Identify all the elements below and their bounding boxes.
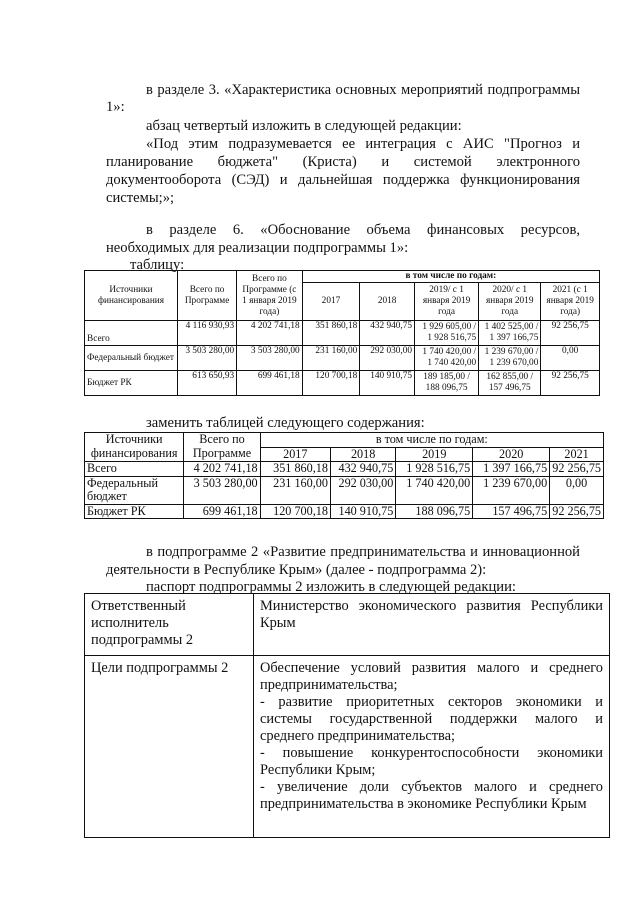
header-source: Источники [85,433,184,448]
cell-value: 188 096,75 [425,383,468,393]
text-line: системы;»; [106,190,175,206]
text-line: в подпрограмме 2 «Развитие предпринимательства и инновационной [146,544,580,560]
cell-value: 1 239 670,00 / [484,347,539,357]
passport-value-goals [254,656,610,838]
cell-2019: 188 096,75 [396,504,473,519]
header-source-2: финансирования [85,447,184,462]
cell-total-jan: 4 202 741,18 [237,321,303,346]
new-funding-table [84,432,604,519]
cell-value: 1 928 516,75 [427,333,477,343]
cell-2018: 432 940,75 [330,462,395,477]
cell-name: Бюджет РК [85,504,184,519]
text-line: документооборота (СЭД) и дальнейшая поддержка функционирования [106,172,580,188]
cell-2017: 351 860,18 [260,462,330,477]
cell-value: 1 740 420,00 [427,358,477,368]
cell-name: Бюджет РК [85,371,178,396]
cell-2017: 351 860,18 [302,321,360,346]
cell-2017: 120 700,18 [302,371,360,396]
header-total-jan: Всего по Программе (с 1 января 2019 года) [237,271,303,321]
cell-2018: 292 030,00 [330,476,395,504]
cell-value: 1 740 420,00 / [422,347,477,357]
cell-2019 [415,346,479,371]
cell-2018: 140 910,75 [330,504,395,519]
header-2021: 2021 [550,447,604,462]
table-row [85,346,600,371]
cell-2019: 1 740 420,00 [396,476,473,504]
header-2017: 2017 [260,447,330,462]
text-line: абзац четвертый изложить в следующей редакции: [146,118,462,134]
cell-value: 189 185,00 / [423,372,470,382]
text-line: «Под этим подразумевается ее интеграция с АИС "Прогноз и [146,136,580,152]
passport-label-goals: Цели подпрограммы 2 [85,656,254,838]
passport-table [84,593,610,838]
cell-2019: 1 928 516,75 [396,462,473,477]
cell-value: 162 855,00 / [486,372,534,382]
cell-2019 [415,371,479,396]
text-line: в разделе 3. «Характеристика основных мероприятий подпрограммы [146,82,580,98]
table-row [85,656,610,838]
text-line: заменить таблицей следующего содержания: [146,415,425,431]
header-2018: 2018 [330,447,395,462]
cell-2020: 1 239 670,00 [473,476,550,504]
header-years: в том числе по годам: [260,433,603,448]
header-total-2: Программе [184,447,260,462]
text-line: деятельности в Республике Крым» (далее - подпрограмма 2): [106,562,487,578]
table-row [85,462,604,477]
header-2018: 2018 [360,283,415,321]
cell-total: 3 503 280,00 [178,346,237,371]
passport-label-executor: Ответственный исполнитель подпрограммы 2 [85,594,254,656]
cell-name: Всего [85,321,178,346]
header-years: в том числе по годам: [302,271,599,283]
cell-total-jan: 3 503 280,00 [237,346,303,371]
goal-item: - развитие приоритетных секторов экономики и системы государственной поддержки малого и среднего предпринимательства; [260,694,603,744]
text-line: в разделе 6. «Обоснование объема финансовых ресурсов, [146,222,580,238]
cell-2021: 92 256,75 [541,371,600,396]
cell-total: 4 116 930,93 [178,321,237,346]
header-2019: 2019 [396,447,473,462]
table-row [85,504,604,519]
paragraph-section3 [106,82,580,99]
cell-name: Федеральный бюджет [85,476,184,504]
table-row [85,371,600,396]
header-2021: 2021 (с 1 января 2019 года) [541,283,600,321]
cell-value: 1 929 605,00 / [422,322,477,332]
cell-2021: 92 256,75 [541,321,600,346]
goal-item: - повышение конкурентоспособности экономики Республики Крым; [260,745,603,778]
cell-2020: 157 496,75 [473,504,550,519]
cell-value: 1 397 166,75 [489,333,539,343]
cell-2017: 231 160,00 [260,476,330,504]
cell-value: 157 496,75 [488,383,531,393]
text-line: необходимых для реализации подпрограммы 1»: [106,240,409,256]
header-2020: 2020 [473,447,550,462]
cell-value: 1 239 670,00 [489,358,539,368]
goal-item: - увеличение доли субъектов малого и среднего предпринимательства в экономике Республики Крым [260,779,603,812]
cell-2021: 0,00 [550,476,604,504]
cell-2021: 0,00 [541,346,600,371]
header-2020: 2020/ с 1 января 2019 года [479,283,541,321]
table-row [85,321,600,346]
cell-2017: 231 160,00 [302,346,360,371]
text-line: планирование бюджета" (Криста) и системой электронного [106,154,580,170]
cell-total: 4 202 741,18 [184,462,260,477]
header-source: Источники финансирования [85,271,178,321]
header-2019: 2019/ с 1 января 2019 года [415,283,479,321]
cell-name: Федеральный бюджет [85,346,178,371]
cell-2020 [479,321,541,346]
cell-value: 1 402 525,00 / [484,322,539,332]
cell-2018: 140 910,75 [360,371,415,396]
text-line: паспорт подпрограммы 2 изложить в следующей редакции: [146,579,516,595]
text-line: 1»: [106,99,125,115]
goal-item: Обеспечение условий развития малого и среднего предпринимательства; [260,660,603,693]
cell-name: Всего [85,462,184,477]
header-2017: 2017 [302,283,360,321]
cell-total: 3 503 280,00 [184,476,260,504]
cell-2017: 120 700,18 [260,504,330,519]
old-funding-table [84,270,600,396]
cell-2020 [479,371,541,396]
cell-2018: 432 940,75 [360,321,415,346]
cell-total: 613 650,93 [178,371,237,396]
cell-2021: 92 256,75 [550,462,604,477]
cell-total: 699 461,18 [184,504,260,519]
table-row [85,594,610,656]
passport-value-executor: Министерство экономического развития Республики Крым [254,594,610,656]
cell-2020 [479,346,541,371]
cell-2019 [415,321,479,346]
cell-2020: 1 397 166,75 [473,462,550,477]
cell-total-jan: 699 461,18 [237,371,303,396]
cell-2018: 292 030,00 [360,346,415,371]
header-total: Всего по [184,433,260,448]
header-total: Всего по Программе [178,271,237,321]
table-row [85,476,604,504]
text-line: таблицу: [130,257,185,273]
cell-2021: 92 256,75 [550,504,604,519]
